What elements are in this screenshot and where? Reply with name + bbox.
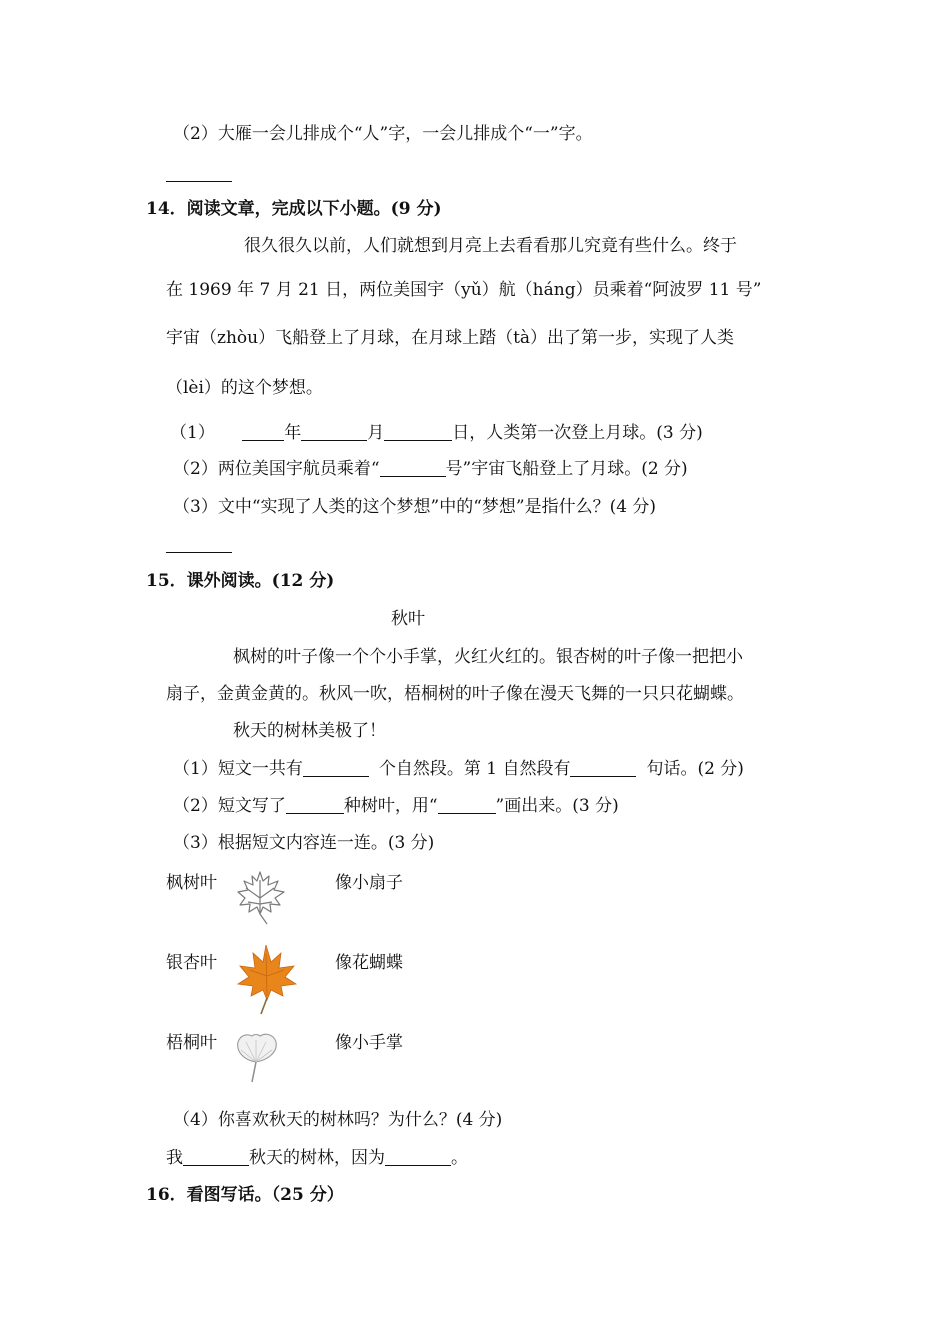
month-blank[interactable] <box>301 422 367 441</box>
year-label: 年 <box>284 423 302 443</box>
q15-question-2-head: （2）短文写了 <box>173 796 286 816</box>
orange-maple-leaf-icon <box>236 942 298 1016</box>
q13-item-2: （2）大雁一会儿排成个“人”字，一会儿排成个“一”字。 <box>173 124 593 144</box>
q15-passage-line-1: 枫树的叶子像一个个小手掌，火红火红的。银杏树的叶子像一把把小 <box>233 647 743 667</box>
q14-question-3: （3）文中“实现了人类的这个梦想”中的“梦想”是指什么？(4 分) <box>173 497 657 517</box>
match-left-1[interactable]: 枫树叶 <box>166 873 217 893</box>
q14-passage-line-4: （lèi）的这个梦想。 <box>166 378 323 398</box>
q14-passage-line-2: 在 1969 年 7 月 21 日，两位美国宇（yǔ）航（háng）员乘着“阿波罗 11 号” <box>166 280 762 300</box>
q14-passage-line-3: 宇宙（zhòu）飞船登上了月球，在月球上踏（tà）出了第一步，实现了人类 <box>166 328 735 348</box>
match-left-3[interactable]: 梧桐叶 <box>166 1033 217 1053</box>
q15-heading: 15．课外阅读。(12 分) <box>146 571 335 591</box>
q15-question-1-head: （1）短文一共有 <box>173 759 303 779</box>
paragraph-count-blank[interactable] <box>303 758 369 777</box>
month-label: 月 <box>367 423 385 443</box>
match-right-3[interactable]: 像小手掌 <box>335 1033 403 1053</box>
answer-tail: 。 <box>451 1148 468 1168</box>
q15-question-4: （4）你喜欢秋天的树林吗？为什么？(4 分) <box>173 1110 503 1130</box>
q15-passage-line-2: 扇子，金黄金黄的。秋风一吹，梧桐树的叶子像在漫天飞舞的一只只花蝴蝶。 <box>166 684 744 704</box>
match-left-2[interactable]: 银杏叶 <box>166 953 217 973</box>
marking-symbol-blank[interactable] <box>438 795 496 814</box>
like-or-not-blank[interactable] <box>183 1147 249 1166</box>
q15-question-3: （3）根据短文内容连一连。(3 分) <box>173 833 435 853</box>
q14-question-2-head: （2）两位美国宇航员乘着“ <box>173 459 380 479</box>
reason-blank[interactable] <box>385 1147 451 1166</box>
question-number: （1） <box>170 423 215 443</box>
q14-question-1 <box>170 421 703 445</box>
q15-question-1-tail: 句话。(2 分) <box>646 759 744 779</box>
answer-line <box>166 181 232 182</box>
q15-question-2-tail: ”画出来。(3 分) <box>495 796 619 816</box>
answer-mid: 秋天的树林，因为 <box>249 1148 385 1168</box>
day-blank[interactable] <box>384 422 452 441</box>
ginkgo-leaf-icon <box>232 1030 282 1084</box>
q14-question-2 <box>173 457 688 481</box>
q16-heading: 16．看图写话。（25 分） <box>146 1185 344 1205</box>
year-blank[interactable] <box>242 422 284 441</box>
match-right-1[interactable]: 像小扇子 <box>335 873 403 893</box>
q14-heading: 14．阅读文章，完成以下小题。(9 分) <box>146 199 442 219</box>
q15-question-1-mid: 个自然段。第 1 自然段有 <box>378 759 571 779</box>
q15-question-2-mid: 种树叶，用“ <box>343 796 438 816</box>
q14-question-2-tail: 号”宇宙飞船登上了月球。(2 分) <box>445 459 688 479</box>
answer-line <box>166 552 232 553</box>
maple-leaf-outline-icon <box>236 868 288 926</box>
match-right-2[interactable]: 像花蝴蝶 <box>335 953 403 973</box>
q15-answer-sentence <box>166 1146 468 1170</box>
leaf-kind-count-blank[interactable] <box>286 795 344 814</box>
answer-head: 我 <box>166 1148 183 1168</box>
q14-question-1-tail: 日，人类第一次登上月球。(3 分) <box>452 423 703 443</box>
q15-passage-line-3: 秋天的树林美极了！ <box>233 721 386 741</box>
passage-title: 秋叶 <box>391 609 425 629</box>
q15-question-2 <box>173 794 619 818</box>
q15-question-1 <box>173 757 744 781</box>
sentence-count-blank[interactable] <box>570 758 636 777</box>
spacecraft-name-blank[interactable] <box>380 458 446 477</box>
q14-passage-line-1: 很久很久以前，人们就想到月亮上去看看那儿究竟有些什么。终于 <box>244 236 737 256</box>
